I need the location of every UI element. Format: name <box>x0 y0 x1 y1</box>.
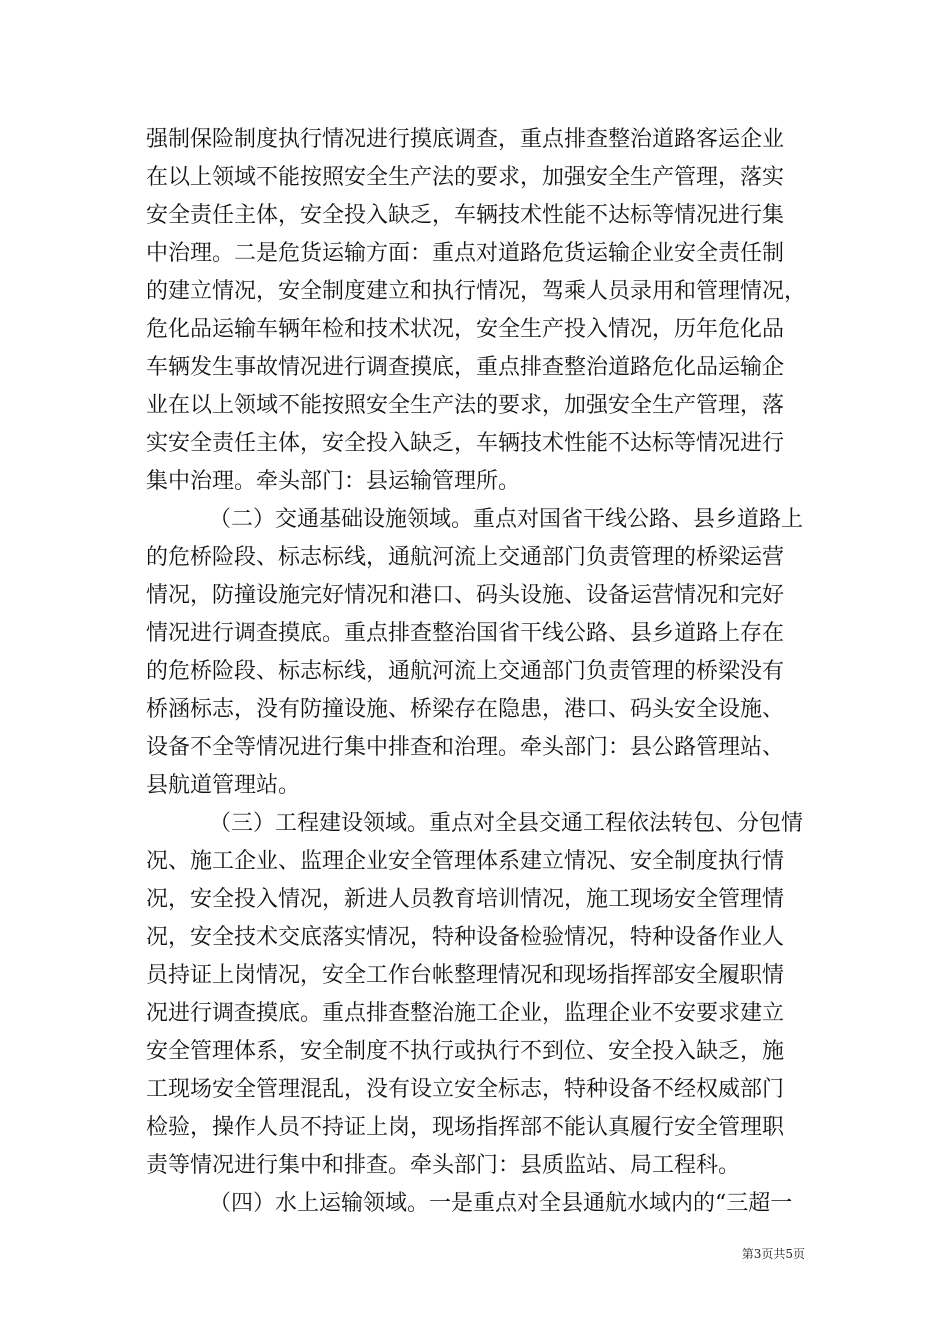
text-line-25: 安全管理体系，安全制度不执行或执行不到位、安全投入缺乏，施 <box>146 1039 785 1064</box>
text-line-17: 设备不全等情况进行集中排查和治理。牵头部门：县公路管理站、 <box>146 735 785 760</box>
text-line-26: 工现场安全管理混乱，没有设立安全标志，特种设备不经权威部门 <box>146 1077 785 1102</box>
text-line-23: 员持证上岗情况，安全工作台帐整理情况和现场指挥部安全履职情 <box>146 963 785 988</box>
text-line-6: 危化品运输车辆年检和技术状况，安全生产投入情况，历年危化品 <box>146 317 785 342</box>
text-line-7: 车辆发生事故情况进行调查摸底，重点排查整治道路危化品运输企 <box>146 355 785 380</box>
text-line-24: 况进行调查摸底。重点排查整治施工企业，监理企业不安要求建立 <box>146 1001 785 1026</box>
text-line-15: 的危桥险段、标志标线，通航河流上交通部门负责管理的桥梁没有 <box>146 659 785 684</box>
text-line-22: 况，安全技术交底落实情况，特种设备检验情况，特种设备作业人 <box>146 925 785 950</box>
text-line-21: 况，安全投入情况，新进人员教育培训情况，施工现场安全管理情 <box>146 887 785 912</box>
page-indicator: 第3页共5页 <box>741 1247 805 1261</box>
text-line-13: 情况，防撞设施完好情况和港口、码头设施、设备运营情况和完好 <box>146 583 785 608</box>
paragraph-heading-2: （二）交通基础设施领域。重点对国省干线公路、县乡道路上 <box>209 507 804 532</box>
text-line-28: 责等情况进行集中和排查。牵头部门：县质监站、局工程科。 <box>146 1153 741 1178</box>
text-line-3: 安全责任主体，安全投入缺乏，车辆技术性能不达标等情况进行集 <box>146 203 785 228</box>
text-line-18: 县航道管理站。 <box>146 773 301 798</box>
text-line-10: 集中治理。牵头部门：县运输管理所。 <box>146 469 521 494</box>
text-line-1: 强制保险制度执行情况进行摸底调查，重点排查整治道路客运企业 <box>146 127 785 152</box>
text-line-8: 业在以上领域不能按照安全生产法的要求，加强安全生产管理，落 <box>146 393 785 418</box>
text-line-5: 的建立情况，安全制度建立和执行情况，驾乘人员录用和管理情况， <box>146 279 807 304</box>
paragraph-heading-4: （四）水上运输领域。一是重点对全县通航水域内的“三超一 <box>209 1191 793 1216</box>
text-line-14: 情况进行调查摸底。重点排查整治国省干线公路、县乡道路上存在 <box>146 621 785 646</box>
text-line-12: 的危桥险段、标志标线，通航河流上交通部门负责管理的桥梁运营 <box>146 545 785 570</box>
text-line-4: 中治理。二是危货运输方面：重点对道路危货运输企业安全责任制 <box>146 241 785 266</box>
text-line-9: 实安全责任主体，安全投入缺乏，车辆技术性能不达标等情况进行 <box>146 431 785 456</box>
paragraph-heading-3: （三）工程建设领域。重点对全县交通工程依法转包、分包情 <box>209 811 804 836</box>
text-line-2: 在以上领域不能按照安全生产法的要求，加强安全生产管理，落实 <box>146 165 785 190</box>
text-line-20: 况、施工企业、监理企业安全管理体系建立情况、安全制度执行情 <box>146 849 785 874</box>
text-line-27: 检验，操作人员不持证上岗，现场指挥部不能认真履行安全管理职 <box>146 1115 785 1140</box>
text-line-16: 桥涵标志，没有防撞设施、桥梁存在隐患，港口、码头安全设施、 <box>146 697 785 722</box>
